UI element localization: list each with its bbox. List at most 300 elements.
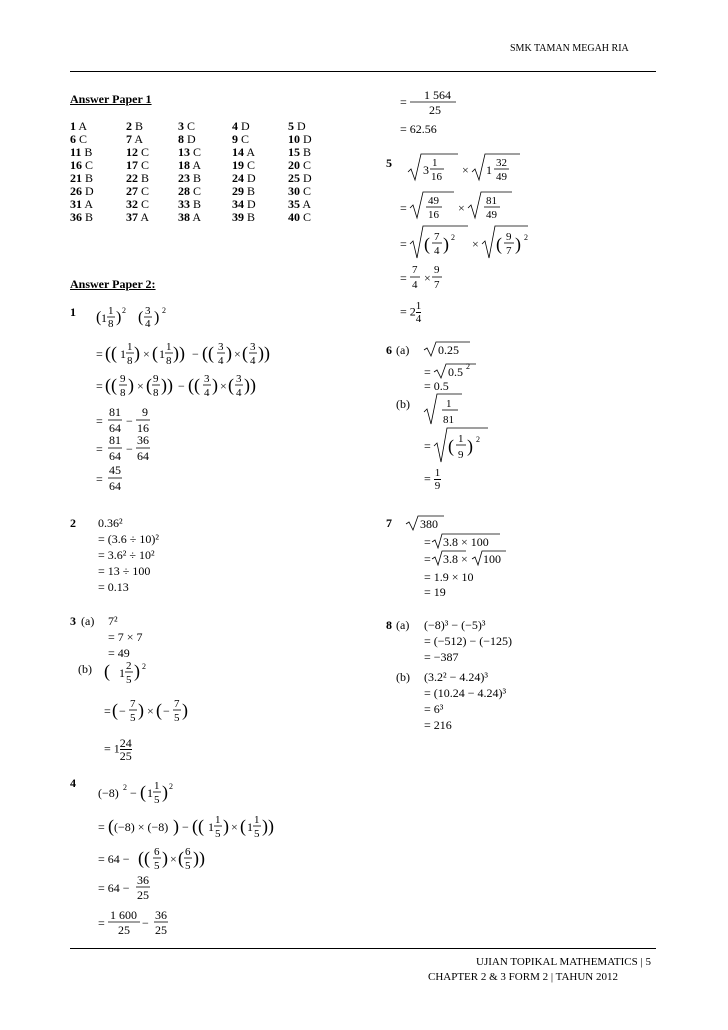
answer-row [70,211,328,224]
question-number: 38 [178,210,190,224]
svg-text:=: = [400,271,407,285]
svg-text:3.8 × 100: 3.8 × 100 [443,535,489,549]
svg-text:3: 3 [145,305,151,317]
paper2-title: Answer Paper 2: [70,277,156,291]
answer-letter: B [81,145,93,159]
svg-text:36: 36 [155,908,167,922]
svg-text:100: 100 [483,552,501,566]
svg-text:1: 1 [432,157,438,169]
q8b-label: (b) [396,670,410,684]
question-number: 5 [288,119,294,133]
answer-letter: A [138,210,150,224]
answer-letter: D [294,119,306,133]
svg-text:9: 9 [153,373,159,385]
paper1-title: Answer Paper 1 [70,92,152,106]
svg-text:7: 7 [434,231,440,243]
svg-text:−: − [126,414,133,428]
svg-text:45: 45 [109,463,121,477]
q7-line: = 19 [424,585,446,599]
svg-text:=: = [424,365,431,379]
svg-text:5: 5 [126,674,132,686]
answer-letter: D [184,132,196,146]
q6b-answer: = $\frac{1}{9}$ [424,467,441,492]
svg-text:=: = [96,414,103,428]
q8b-line: = 216 [424,718,452,732]
q5-working [396,150,576,300]
q8b-line: = 6³ [424,702,444,716]
answer-letter: B [244,184,256,198]
school-header: SMK TAMAN MEGAH RIA [510,43,629,54]
svg-text:81: 81 [443,414,454,426]
svg-text:×: × [143,347,150,361]
svg-text:49: 49 [496,171,507,183]
svg-text:7: 7 [412,264,418,276]
svg-text:0.5: 0.5 [448,365,463,379]
svg-text:2: 2 [466,362,470,371]
svg-text:1: 1 [486,163,492,177]
question-number: 2 [126,119,132,133]
answer-letter: D [238,119,250,133]
question-number: 1 [70,119,76,133]
answer-letter: B [138,171,150,185]
svg-text:(: ( [424,234,430,254]
question-number: 34 [232,197,244,211]
svg-text:3: 3 [423,163,429,177]
q1-working [92,300,292,500]
svg-text:−: − [119,704,126,718]
question-number: 8 [178,132,184,146]
svg-text:1: 1 [458,433,464,445]
q8-number: 8 [386,618,392,632]
footer-rule [70,948,656,949]
svg-text:1: 1 [120,347,126,361]
svg-text:16: 16 [428,209,439,221]
q2-line: = 3.6² ÷ 10² [98,548,155,562]
svg-text:1 564: 1 564 [424,88,451,102]
svg-text:1: 1 [254,814,260,826]
svg-text:25: 25 [155,923,167,937]
svg-text:5: 5 [215,828,221,840]
svg-text:25: 25 [137,888,149,902]
svg-text:3.8 ×: 3.8 × [443,552,468,566]
svg-text:−: − [192,347,199,361]
svg-text:−: − [126,442,133,456]
q8a-line: = (−512) − (−125) [424,634,513,648]
svg-text:5: 5 [185,860,191,872]
question-number: 23 [178,171,190,185]
svg-text:64: 64 [109,449,121,463]
answer-letter: C [244,158,256,172]
svg-text:): ) [226,343,232,363]
answer-letter: A [132,132,144,146]
answer-letter: B [82,171,94,185]
svg-text:3: 3 [204,373,210,385]
svg-text:36: 36 [137,873,149,887]
svg-text:1: 1 [127,341,133,353]
svg-text:2: 2 [169,782,173,791]
svg-text:5: 5 [174,712,180,724]
svg-text:(: ( [178,848,184,868]
q2-line: = (3.6 ÷ 10)² [98,532,159,546]
svg-text:×: × [472,237,479,251]
svg-text:5: 5 [130,712,136,724]
svg-text:64: 64 [137,449,149,463]
answer-letter: D [300,171,312,185]
question-number: 39 [232,210,244,224]
question-number: 28 [178,184,190,198]
q8a-label: (a) [396,618,410,632]
svg-text:(−8): (−8) [98,786,119,800]
question-number: 15 [288,145,300,159]
q4-number: 4 [70,776,76,790]
question-number: 40 [288,210,300,224]
q3a-label: (a) [81,614,95,628]
svg-text:×: × [231,820,238,834]
svg-text:4: 4 [434,245,440,257]
answer-letter: B [82,210,94,224]
answer-letter: A [82,197,94,211]
svg-text:(: ( [156,700,162,720]
question-number: 17 [126,158,138,172]
svg-text:9: 9 [458,449,464,461]
q3b-label: (b) [78,662,92,676]
svg-text:2: 2 [476,435,480,444]
answer-letter: A [244,145,256,159]
answer-letter: C [138,158,150,172]
svg-text:): ) [223,816,229,836]
svg-text:): ) [173,816,179,836]
svg-text:×: × [220,379,227,393]
answer-cell [70,211,126,224]
svg-text:64: 64 [109,421,121,435]
svg-text:8: 8 [153,387,159,399]
svg-text:49: 49 [428,195,439,207]
q3a-line: 7² [108,614,118,628]
q8b-line: = (10.24 − 4.24)³ [424,686,507,700]
question-number: 11 [70,145,82,159]
svg-text:=: = [424,535,431,549]
svg-text:(: ( [146,375,152,395]
svg-text:=: = [400,201,407,215]
svg-text:3: 3 [236,373,242,385]
svg-text:)): )) [193,848,205,868]
svg-text:(: ( [104,661,110,681]
question-number: 16 [70,158,82,172]
q1-number: 1 [70,305,76,319]
svg-text:8: 8 [127,355,133,367]
svg-text:((: (( [138,848,150,868]
svg-text:36: 36 [137,433,149,447]
svg-text:8: 8 [120,387,126,399]
svg-text:=: = [104,704,111,718]
svg-text:25: 25 [118,923,130,937]
svg-text:=: = [400,95,407,109]
answer-letter: A [190,158,202,172]
answer-letter: C [238,132,250,146]
svg-text:= 64 −: = 64 − [98,852,130,866]
footer-line1: UJIAN TOPIKAL MATHEMATICS | 5 [476,956,651,968]
answer-cell [126,211,178,224]
q3-number: 3 [70,614,76,628]
svg-text:3: 3 [218,341,224,353]
svg-text:2: 2 [451,233,455,242]
answer-letter: C [300,158,312,172]
question-number: 19 [232,158,244,172]
svg-text:4: 4 [412,279,418,291]
svg-text:−: − [182,820,189,834]
svg-text:4: 4 [250,355,256,367]
question-number: 12 [126,145,138,159]
svg-text:)): )) [258,343,270,363]
svg-text:−: − [163,704,170,718]
svg-text:1: 1 [147,786,153,800]
answer-letter: C [82,158,94,172]
svg-text:= 0.5: = 0.5 [424,379,449,393]
svg-text:)): )) [161,375,173,395]
answer-letter: C [190,184,202,198]
svg-text:1: 1 [119,666,125,680]
svg-text:25: 25 [429,103,441,117]
question-number: 24 [232,171,244,185]
svg-text:1: 1 [446,398,452,410]
svg-text:1: 1 [208,820,214,834]
svg-text:((: (( [192,816,204,836]
question-number: 37 [126,210,138,224]
svg-text:4: 4 [204,387,210,399]
svg-text:)): )) [244,375,256,395]
question-number: 13 [178,145,190,159]
svg-text:=: = [98,916,105,930]
q4-final-answer: = 62.56 [400,122,437,136]
svg-text:×: × [234,347,241,361]
answer-letter: B [190,197,202,211]
svg-text:= 64 −: = 64 − [98,881,130,895]
answer-letter: A [190,210,202,224]
answer-letter: C [300,184,312,198]
svg-text:−: − [178,379,185,393]
svg-text:): ) [154,309,160,326]
question-number: 33 [178,197,190,211]
svg-text:(: ( [448,436,454,456]
svg-text:(: ( [108,816,114,836]
svg-text:−: − [130,786,137,800]
paper1-answer-table [70,120,328,224]
answer-letter: C [76,132,88,146]
question-number: 14 [232,145,244,159]
answer-letter: D [244,171,256,185]
answer-cell [232,211,288,224]
svg-text:5: 5 [154,794,160,806]
q5-number: 5 [386,156,392,170]
svg-text:): ) [128,375,134,395]
answer-cell [288,211,328,224]
svg-text:=: = [424,439,431,453]
svg-text:=: = [96,472,103,486]
question-number: 7 [126,132,132,146]
question-number: 31 [70,197,82,211]
svg-text:)): )) [173,343,185,363]
svg-text:8: 8 [166,355,172,367]
svg-text:=: = [96,442,103,456]
q6b-label: (b) [396,397,410,411]
svg-text:3: 3 [250,341,256,353]
answer-letter: B [244,210,256,224]
question-number: 4 [232,119,238,133]
answer-letter: A [76,119,88,133]
header-rule [70,71,656,72]
svg-text:7: 7 [506,245,512,257]
svg-text:81: 81 [109,433,121,447]
svg-text:×: × [458,201,465,215]
answer-letter: B [190,171,202,185]
svg-text:7: 7 [174,698,180,710]
svg-text:): ) [515,234,521,254]
svg-text:9: 9 [120,373,126,385]
svg-text:64: 64 [109,479,121,493]
q4-working [92,776,312,946]
svg-text:16: 16 [431,171,442,183]
question-number: 18 [178,158,190,172]
svg-text:=: = [400,237,407,251]
svg-text:): ) [134,343,140,363]
svg-text:5: 5 [254,828,260,840]
svg-text:1: 1 [154,780,160,792]
svg-text:4: 4 [236,387,242,399]
svg-text:(: ( [228,375,234,395]
q6a-label: (a) [396,343,410,357]
svg-text:(: ( [96,309,102,326]
svg-text:(: ( [242,343,248,363]
svg-text:4: 4 [218,355,224,367]
svg-text:=: = [96,347,103,361]
question-number: 9 [232,132,238,146]
svg-text:2: 2 [142,662,146,671]
q2-number: 2 [70,516,76,530]
svg-text:49: 49 [486,209,497,221]
svg-text:81: 81 [109,405,121,419]
svg-text:×: × [147,704,154,718]
question-number: 29 [232,184,244,198]
q2-line: 0.36² [98,516,123,530]
question-number: 3 [178,119,184,133]
answer-letter: C [190,145,202,159]
svg-text:380: 380 [420,517,438,531]
svg-text:8: 8 [108,318,114,330]
svg-text:): ) [467,436,473,456]
question-number: 22 [126,171,138,185]
svg-text:((: (( [105,343,117,363]
svg-text:2: 2 [122,306,126,315]
svg-text:((: (( [202,343,214,363]
svg-text:−: − [142,916,149,930]
svg-text:81: 81 [486,195,497,207]
q8b-line: (3.2² − 4.24)³ [424,670,488,684]
svg-text:=: = [98,820,105,834]
svg-text:9: 9 [142,405,148,419]
svg-text:1: 1 [101,311,107,325]
svg-text:((: (( [105,375,117,395]
question-number: 27 [126,184,138,198]
answer-letter: D [244,197,256,211]
answer-letter: C [138,145,150,159]
svg-text:1: 1 [159,347,165,361]
question-number: 25 [288,171,300,185]
svg-text:×: × [170,852,177,866]
answer-letter: C [300,210,312,224]
svg-text:): ) [212,375,218,395]
svg-text:(: ( [496,234,502,254]
answer-letter: C [138,197,150,211]
answer-letter: C [138,184,150,198]
answer-letter: D [82,184,94,198]
svg-text:): ) [134,661,140,681]
svg-text:2: 2 [524,233,528,242]
svg-text:): ) [116,309,122,326]
svg-text:5: 5 [154,860,160,872]
footer-line2: CHAPTER 2 & 3 FORM 2 | TAHUN 2012 [428,971,618,983]
svg-text:): ) [162,782,168,802]
svg-text:×: × [462,163,469,177]
q7-line: = 1.9 × 10 [424,570,474,584]
q6-number: 6 [386,343,392,357]
svg-text:4: 4 [145,318,151,330]
svg-text:32: 32 [496,157,507,169]
question-number: 30 [288,184,300,198]
question-number: 26 [70,184,82,198]
svg-text:(: ( [240,816,246,836]
svg-text:=: = [424,552,431,566]
answer-cell [178,211,232,224]
question-number: 6 [70,132,76,146]
question-number: 20 [288,158,300,172]
svg-text:(: ( [152,343,158,363]
svg-text:×: × [424,271,431,285]
svg-text:(−8) × (−8): (−8) × (−8) [114,820,169,834]
q7-number: 7 [386,516,392,530]
question-number: 36 [70,210,82,224]
svg-text:1: 1 [166,341,172,353]
svg-text:2: 2 [123,783,127,792]
svg-text:): ) [182,700,188,720]
svg-text:1: 1 [247,820,253,834]
q3a-line: = 7 × 7 [108,630,143,644]
question-number: 21 [70,171,82,185]
svg-text:)): )) [262,816,274,836]
q8a-line: (−8)³ − (−5)³ [424,618,486,632]
question-number: 10 [288,132,300,146]
svg-text:(: ( [138,309,144,326]
svg-text:1: 1 [215,814,221,826]
q8a-line: = −387 [424,650,459,664]
svg-text:(: ( [112,700,118,720]
q2-line: = 0.13 [98,580,129,594]
q2-line: = 13 ÷ 100 [98,564,151,578]
answer-letter: D [300,132,312,146]
question-number: 32 [126,197,138,211]
svg-text:1 600: 1 600 [110,908,137,922]
svg-text:(: ( [140,782,146,802]
svg-text:6: 6 [154,846,160,858]
answer-letter: B [300,145,312,159]
svg-text:×: × [137,379,144,393]
answer-letter: A [300,197,312,211]
svg-text:): ) [138,700,144,720]
svg-text:6: 6 [185,846,191,858]
svg-text:): ) [162,848,168,868]
svg-text:9: 9 [506,231,512,243]
svg-text:7: 7 [130,698,136,710]
svg-text:9: 9 [434,264,440,276]
